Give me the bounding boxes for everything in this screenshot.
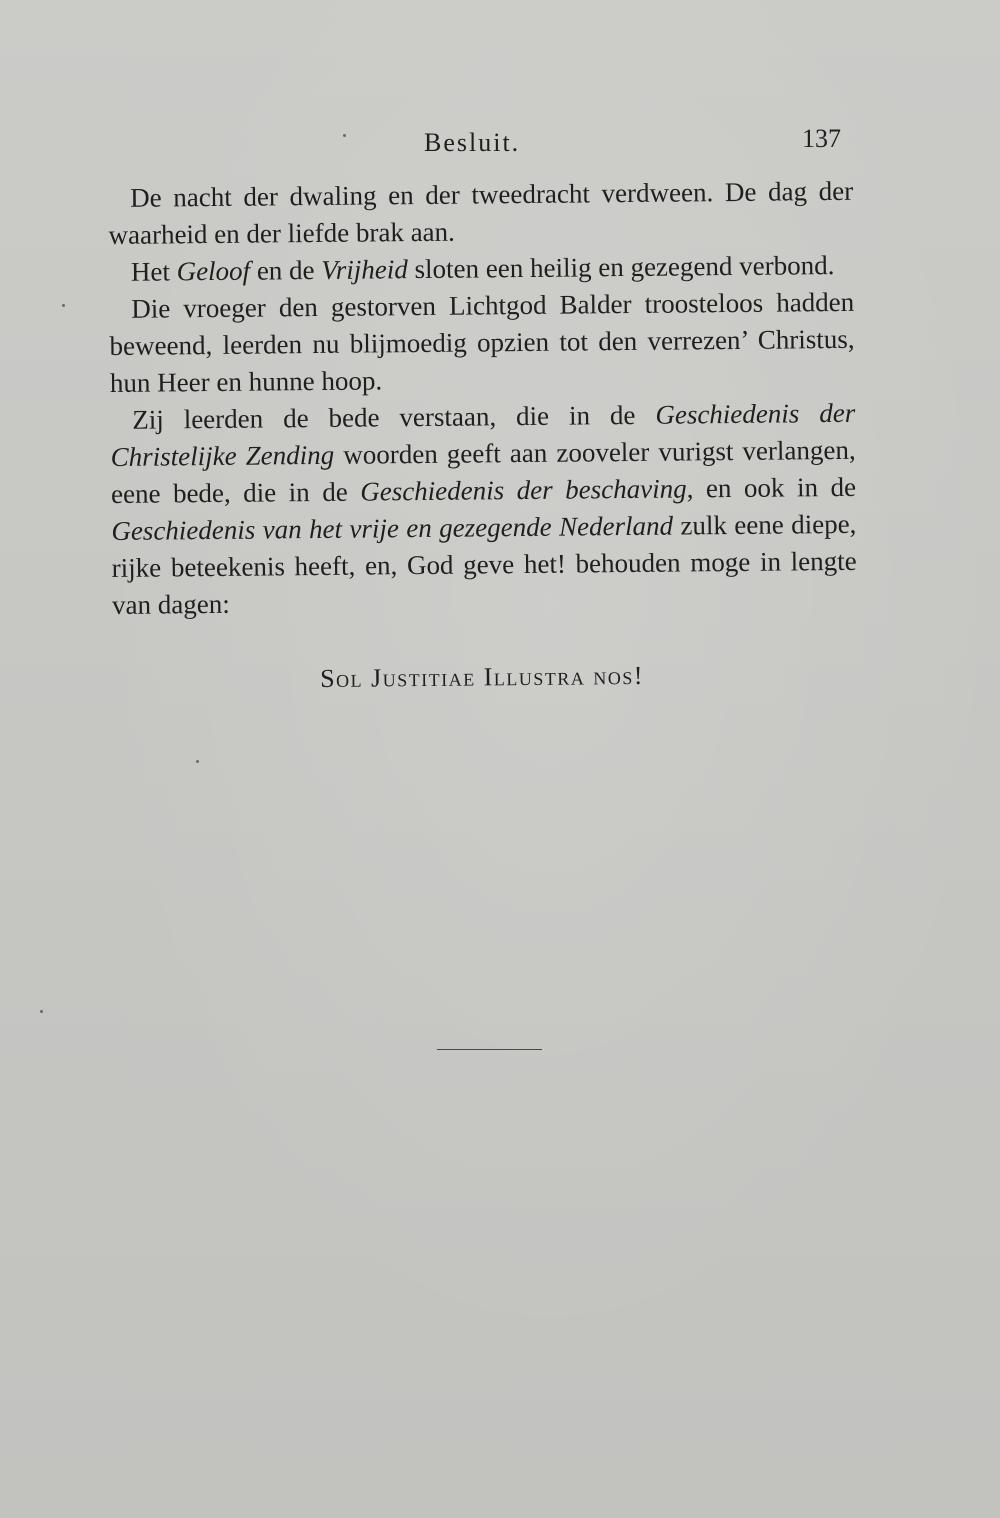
paper-speck <box>62 304 65 307</box>
paragraph-1 <box>108 173 854 254</box>
paragraph-2-text: en de <box>249 254 322 286</box>
paragraph-4-text: , en ook in de <box>686 471 857 504</box>
paragraph-1-text: De nacht der dwaling en der tweedracht verdween. De dag der waarheid en der liefde brak aan. <box>108 175 854 250</box>
paper-speck <box>196 760 199 763</box>
running-title: Besluit. <box>424 128 521 157</box>
body-text <box>108 173 857 624</box>
italic-term-vrijheid: Vrijheid <box>321 254 408 285</box>
closing-motto: Sol Justitiae Illustra nos! <box>320 660 645 693</box>
italic-title-nederland: Geschiedenis van het vrije en gezegende Nederland <box>111 510 674 546</box>
paragraph-4-text: Zij leerden de bede verstaan, die in de <box>132 399 656 435</box>
paragraph-4-text: woorden geeft aan zooveler vurigst verlangen, eene bede, die in de <box>110 434 856 509</box>
italic-title-zending: Geschiedenis der Christelijke Zending <box>110 397 856 472</box>
paragraph-3 <box>109 284 855 402</box>
paragraph-3-text: Die vroeger den gestorven Lichtgod Balder troosteloos hadden beweend, leerden nu blijmoedig opzien tot den verrezen’ Christus, hun Heer en hunne hoop. <box>109 286 855 398</box>
paragraph-4-text: zulk eene diepe, rijke beteekenis heeft, en, God geve het! behouden moge in lengte van dagen: <box>111 508 857 620</box>
paragraph-2-text: Het <box>130 256 177 287</box>
page-number: 137 <box>802 124 841 153</box>
paragraph-2-text: sloten een heilig en gezegend verbond. <box>407 250 835 285</box>
italic-title-beschaving: Geschiedenis der beschaving <box>360 473 687 507</box>
end-rule <box>437 1049 542 1050</box>
paper-speck <box>40 1010 43 1013</box>
paper-speck <box>343 134 346 137</box>
paragraph-4 <box>110 395 857 624</box>
italic-term-geloof: Geloof <box>176 255 251 287</box>
